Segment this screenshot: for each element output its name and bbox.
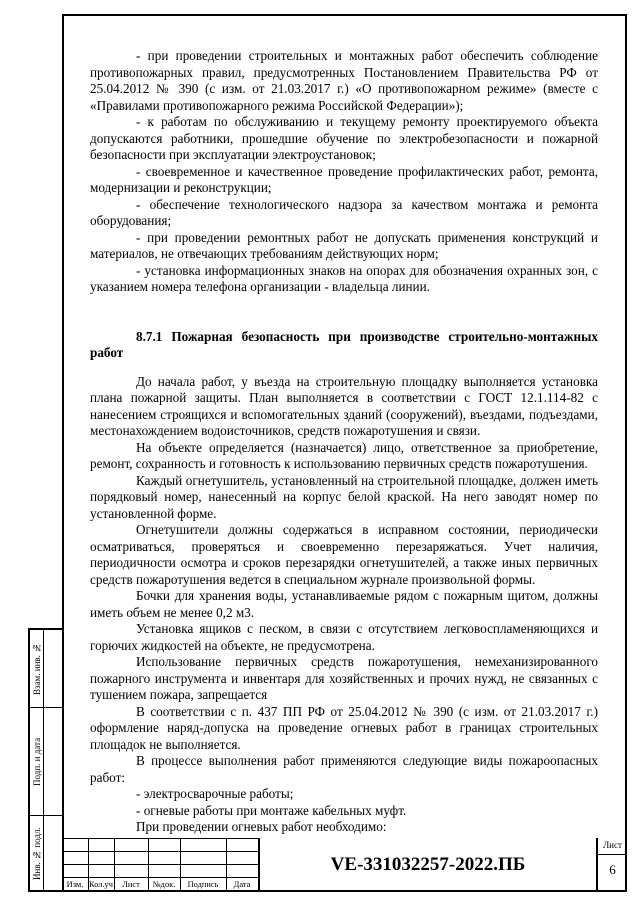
document-code: VE-331032257-2022.ПБ	[330, 854, 526, 875]
side-label-signature: Подп. и дата	[32, 737, 42, 786]
paragraph: Бочки для хранения воды, устанавливаемые рядом с пожарным щитом, должны иметь объем не менее 0,2 м3.	[90, 588, 598, 620]
paragraph: На объекте определяется (назначается) лицо, ответственное за приобретение, ремонт, сохранность и готовность к использованию первичных средств пожаротушения.	[90, 439, 598, 471]
side-cell-inventory	[30, 816, 62, 892]
paragraph: - при проведении строительных и монтажных работ обеспечить соблюдение противопожарных правил, предусмотренных Постановлением Правительства РФ от 25.04.2012 № 390 (с изм. от 21.03.2017 г.) «О противопожарном режиме» (вместе с «Правилами противопожарного режима Российской Федерации»);	[90, 48, 598, 113]
column-label-change: Изм.	[66, 880, 84, 889]
sheet-label: Лист	[603, 840, 622, 850]
paragraph: В процессе выполнения работ применяются следующие виды пожароопасных работ:	[90, 753, 598, 785]
side-label-inventory: Инв. № подл.	[32, 827, 42, 881]
side-stamp-table	[28, 628, 62, 892]
side-stamp	[28, 628, 62, 892]
side-label-replacement: Взам. инв. №	[32, 642, 42, 695]
column-label-signature: Подпись	[187, 880, 219, 889]
sheet-number: 6	[609, 862, 616, 877]
paragraph: Использование первичных средств пожаротушения, немеханизированного пожарного инструмента и инвентаря для хозяйственных и прочих нужд, не связанных с тушением пожара, запрещается	[90, 654, 598, 702]
sheet-box	[596, 838, 627, 892]
paragraph: - установка информационных знаков на опорах для обозначения охранных зон, с указанием номера телефона организации - владельца линии.	[90, 262, 598, 294]
paragraph: При проведении огневых работ необходимо:	[136, 819, 387, 834]
paragraph: - к работам по обслуживанию и текущему ремонту проектируемого объекта допускаются работники, прошедшие обучение по электробезопасности и пожарной безопасности при эксплуатации электроустановок;	[90, 114, 598, 162]
side-cell-signature	[30, 708, 62, 816]
list-item: - огневые работы при монтаже кабельных муфт.	[136, 802, 407, 818]
paragraph: - при проведении ремонтных работ не допускать применения конструкций и материалов, не отвечающих требованиям действующих норм;	[90, 229, 598, 261]
column-label-date: Дата	[233, 880, 251, 889]
column-label-docnum: №док.	[152, 880, 176, 889]
paragraph: В соответствии с п. 437 ПП РФ от 25.04.2012 № 390 (с изм. от 21.03.2017 г.) оформление наряд-допуска на проведение огневых работ в границах строительных площадок не выполняется.	[90, 703, 598, 752]
title-block-grid	[62, 838, 258, 892]
section-heading: 8.7.1 Пожарная безопасность при производстве строительно-монтажных работ	[90, 328, 598, 360]
column-label-count: Кол.уч	[89, 880, 113, 889]
document-body	[90, 48, 598, 836]
paragraph: Каждый огнетушитель, установленный на строительной площадке, должен иметь порядковый номер, нанесенный на корпус белой краской. На него заводят номер по установленной форме.	[90, 472, 598, 521]
paragraph: - обеспечение технологического надзора за качеством монтажа и ремонта оборудования;	[90, 196, 598, 228]
paragraph: До начала работ, у въезда на строительную площадку выполняется установка плана пожарной защиты. План выполняется в соответствии с ГОСТ 12.1.114-82 с нанесением строящихся и вспомогательных зданий (сооружений), въездами, подъездами, местонахождением водоисточников, средств пожаротушения и связи.	[90, 373, 598, 438]
title-block	[62, 838, 627, 892]
paragraph: - своевременное и качественное проведение профилактических работ, ремонта, модернизации и реконструкции;	[90, 163, 598, 195]
column-label-sheet: Лист	[122, 880, 140, 889]
side-cell-replacement	[30, 630, 62, 708]
list-item: - электросварочные работы;	[136, 786, 294, 801]
paragraph: Установка ящиков с песком, в связи с отсутствием легковоспламеняющихся и горючих жидкостей на объекте, не предусмотрена.	[90, 621, 598, 653]
paragraph: Огнетушители должны содержаться в исправном состоянии, периодически осматриваться, проверяться и своевременно перезаряжаться. Учет наличия, периодичности осмотра и сроков перезарядки огнетушителей, а также иных первичных средств пожаротушения ведется в специальном журнале произвольной формы.	[90, 522, 598, 587]
